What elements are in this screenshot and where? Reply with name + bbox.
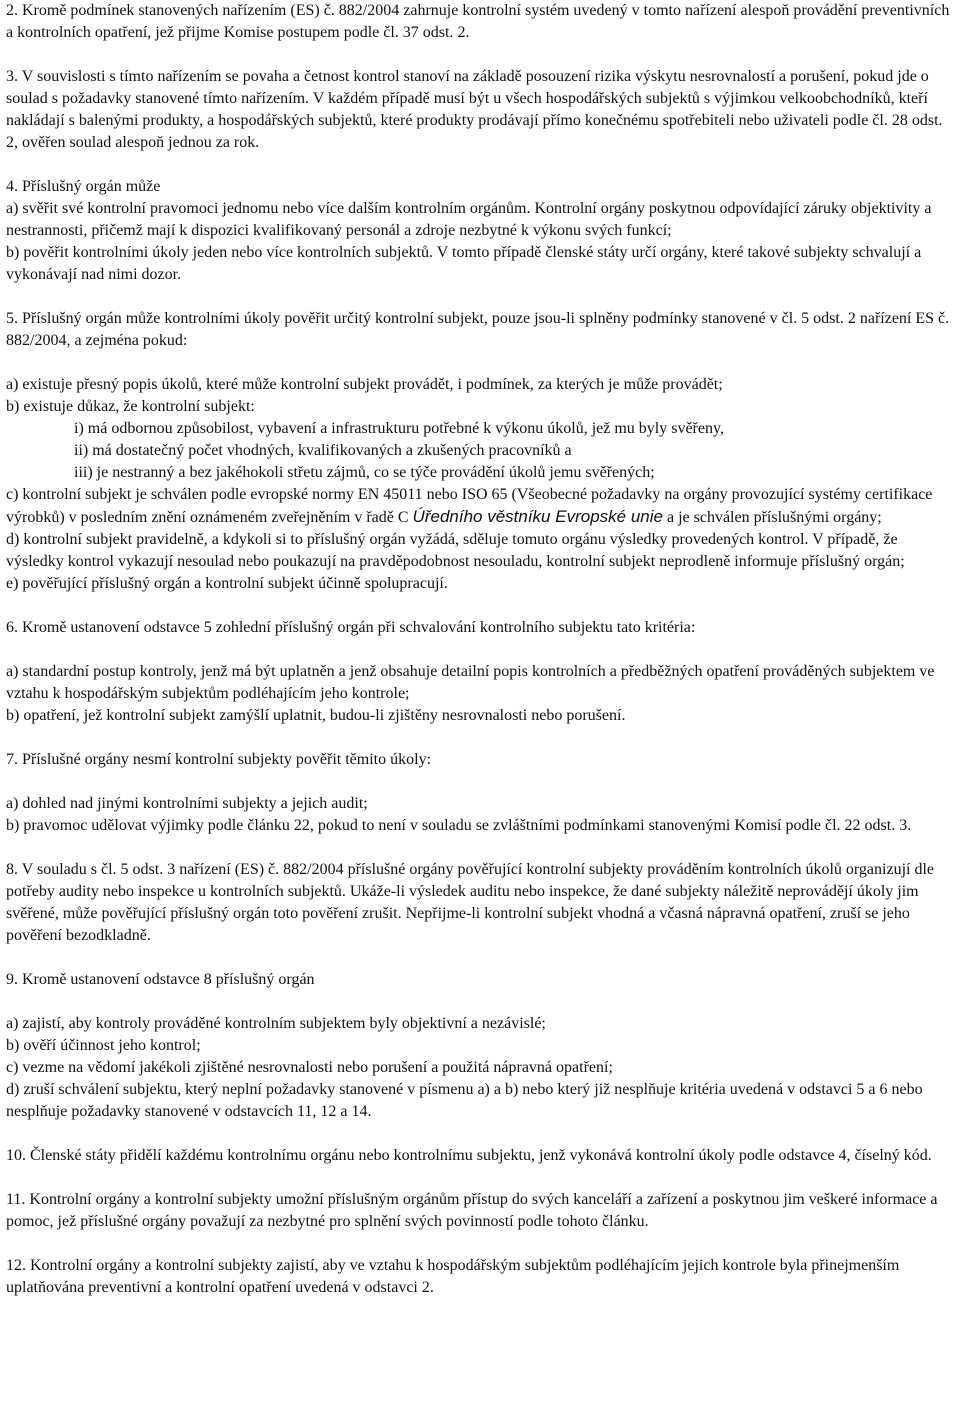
- paragraph-5-item-c-text-end: a je schválen příslušnými orgány;: [666, 509, 882, 526]
- paragraph-5-item-c: [6, 484, 954, 529]
- paragraph-6-heading: 6. Kromě ustanovení odstavce 5 zohlední příslušný orgán při schvalování kontrolního subjektu tato kritéria:: [6, 619, 696, 636]
- paragraph-7-item-a: a) dohled nad jinými kontrolními subjekty a jejich audit;: [6, 795, 368, 812]
- paragraph-7-heading: 7. Příslušné orgány nesmí kontrolní subjekty pověřit těmito úkoly:: [6, 751, 432, 768]
- paragraph-6-item-b: b) opatření, jež kontrolní subjekt zamýšlí uplatnit, budou-li zjištěny nesrovnalosti nebo porušení.: [6, 707, 626, 724]
- paragraph-5-item-e: e) pověřující příslušný orgán a kontrolní subjekt účinně spolupracují.: [6, 575, 448, 592]
- paragraph-12: 12. Kontrolní orgány a kontrolní subjekty zajistí, aby ve vztahu k hospodářským subjektům podléhajícím jejich kontrole byla přinejmenším uplatňována preventivní a kontrolní opatření uvedená v odstavci 2.: [6, 1257, 900, 1296]
- paragraph-5-item-b: b) existuje důkaz, že kontrolní subjekt:: [6, 398, 255, 415]
- paragraph-4-item-b: b) pověřit kontrolními úkoly jeden nebo více kontrolních subjektů. V tomto případě členské státy určí orgány, které takové subjekty schvalují a vykonávají nad nimi dozor.: [6, 244, 922, 283]
- paragraph-9-item-c: c) vezme na vědomí jakékoli zjištěné nesrovnalosti nebo porušení a použitá nápravná opatření;: [6, 1059, 613, 1076]
- paragraph-3: 3. V souvislosti s tímto nařízením se povaha a četnost kontrol stanoví na základě posouzení rizika výskytu nesrovnalostí a porušení, pokud jde o soulad s požadavky stanovené tímto nařízením. V každém případě musí být u všech hospodářských subjektů s výjimkou velkoobchodníků, kteří nakládají s balenými produkty, a hospodářských subjektů, které produkty prodávají přímo konečnému spotřebiteli nebo uživateli podle čl. 28 odst. 2, ověřen soulad alespoň jednou za rok.: [6, 68, 943, 151]
- paragraph-5-item-b-iii: iii) je nestranný a bez jakéhokoli střetu zájmů, co se týče provádění úkolů jemu svěřených;: [74, 464, 655, 481]
- paragraph-5-item-b-ii: ii) má dostatečný počet vhodných, kvalifikovaných a zkušených pracovníků a: [74, 442, 572, 459]
- paragraph-5-item-a: a) existuje přesný popis úkolů, které může kontrolní subjekt provádět, i podmínek, za kterých je může provádět;: [6, 376, 723, 393]
- paragraph-9-item-b: b) ověří účinnost jeho kontrol;: [6, 1037, 201, 1054]
- paragraph-9-heading: 9. Kromě ustanovení odstavce 8 příslušný orgán: [6, 971, 315, 988]
- paragraph-5-item-d: d) kontrolní subjekt pravidelně, a kdykoli si to příslušný orgán vyžádá, sděluje tomuto orgánu výsledky provedených kontrol. V případě, že výsledky kontrol vykazují nesoulad nebo poukazují na pravděpodobnost nesouladu, kontrolní subjekt neprodleně informuje příslušný orgán;: [6, 531, 905, 570]
- paragraph-4-item-a: a) svěřit své kontrolní pravomoci jednomu nebo více dalším kontrolním orgánům. Kontrolní orgány poskytnou odpovídající záruky objektivity a nestrannosti, přičemž mají k dispozici kvalifikovaný personál a zdroje nezbytné k výkonu svých funkcí;: [6, 200, 932, 239]
- paragraph-6-item-a: a) standardní postup kontroly, jenž má být uplatněn a jenž obsahuje detailní popis kontrolních a předběžných opatření prováděných subjektem ve vztahu k hospodářským subjektům podléhajícím jeho kontrole;: [6, 663, 935, 702]
- paragraph-5-heading: 5. Příslušný orgán může kontrolními úkoly pověřit určitý kontrolní subjekt, pouze jsou-li splněny podmínky stanovené v čl. 5 odst. 2 nařízení ES č. 882/2004, a zejména pokud:: [6, 310, 950, 349]
- paragraph-2: 2. Kromě podmínek stanovených nařízením (ES) č. 882/2004 zahrnuje kontrolní systém uvedený v tomto nařízení alespoň provádění preventivních a kontrolních opatření, jež přijme Komise postupem podle čl. 37 odst. 2.: [6, 2, 950, 41]
- paragraph-11: 11. Kontrolní orgány a kontrolní subjekty umožní příslušným orgánům přístup do svých kanceláří a zařízení a poskytnou jim veškeré informace a pomoc, jež příslušné orgány považují za nezbytné pro splnění svých povinností podle tohoto článku.: [6, 1191, 938, 1230]
- paragraph-5-item-c-text: c) kontrolní subjekt je schválen podle evropské normy EN 45011 nebo ISO 65 (Všeobecné požadavky na orgány provozující systémy certifikace výrobků) v posledním znění oznámeném zveřejněním v řadě C: [6, 486, 933, 526]
- paragraph-8: 8. V souladu s čl. 5 odst. 3 nařízení (ES) č. 882/2004 příslušné orgány pověřující kontrolní subjekty prováděním kontrolních úkolů organizují dle potřeby audity nebo inspekce u kontrolních subjektů. Ukáže-li výsledek auditu nebo inspekce, že dané subjekty náležitě neprovádějí úkoly jim svěřené, může pověřující příslušný orgán toto pověření zrušit. Nepřijme-li kontrolní subjekt vhodná a včasná nápravná opatření, zruší se jeho pověření bezodkladně.: [6, 861, 935, 944]
- paragraph-5-item-b-i: i) má odbornou způsobilost, vybavení a infrastrukturu potřebné k výkonu úkolů, jež mu byly svěřeny,: [74, 420, 724, 437]
- paragraph-10: 10. Členské státy přidělí každému kontrolnímu orgánu nebo kontrolnímu subjektu, jenž vykonává kontrolní úkoly podle odstavce 4, číselný kód.: [6, 1147, 932, 1164]
- official-journal-title: Úředního věstníku Evropské unie: [412, 507, 663, 526]
- paragraph-9-item-d: d) zruší schválení subjektu, který neplní požadavky stanovené v písmenu a) a b) nebo který již nesplňuje kritéria uvedená v odstavci 5 a 6 nebo nesplňuje požadavky stanovené v odstavcích 11, 12 a 14.: [6, 1081, 923, 1120]
- paragraph-9-item-a: a) zajistí, aby kontroly prováděné kontrolním subjektem byly objektivní a nezávislé;: [6, 1015, 546, 1032]
- paragraph-4-heading: 4. Příslušný orgán může: [6, 178, 161, 195]
- paragraph-7-item-b: b) pravomoc udělovat výjimky podle článku 22, pokud to není v souladu se zvláštními podmínkami stanovenými Komisí podle čl. 22 odst. 3.: [6, 817, 912, 834]
